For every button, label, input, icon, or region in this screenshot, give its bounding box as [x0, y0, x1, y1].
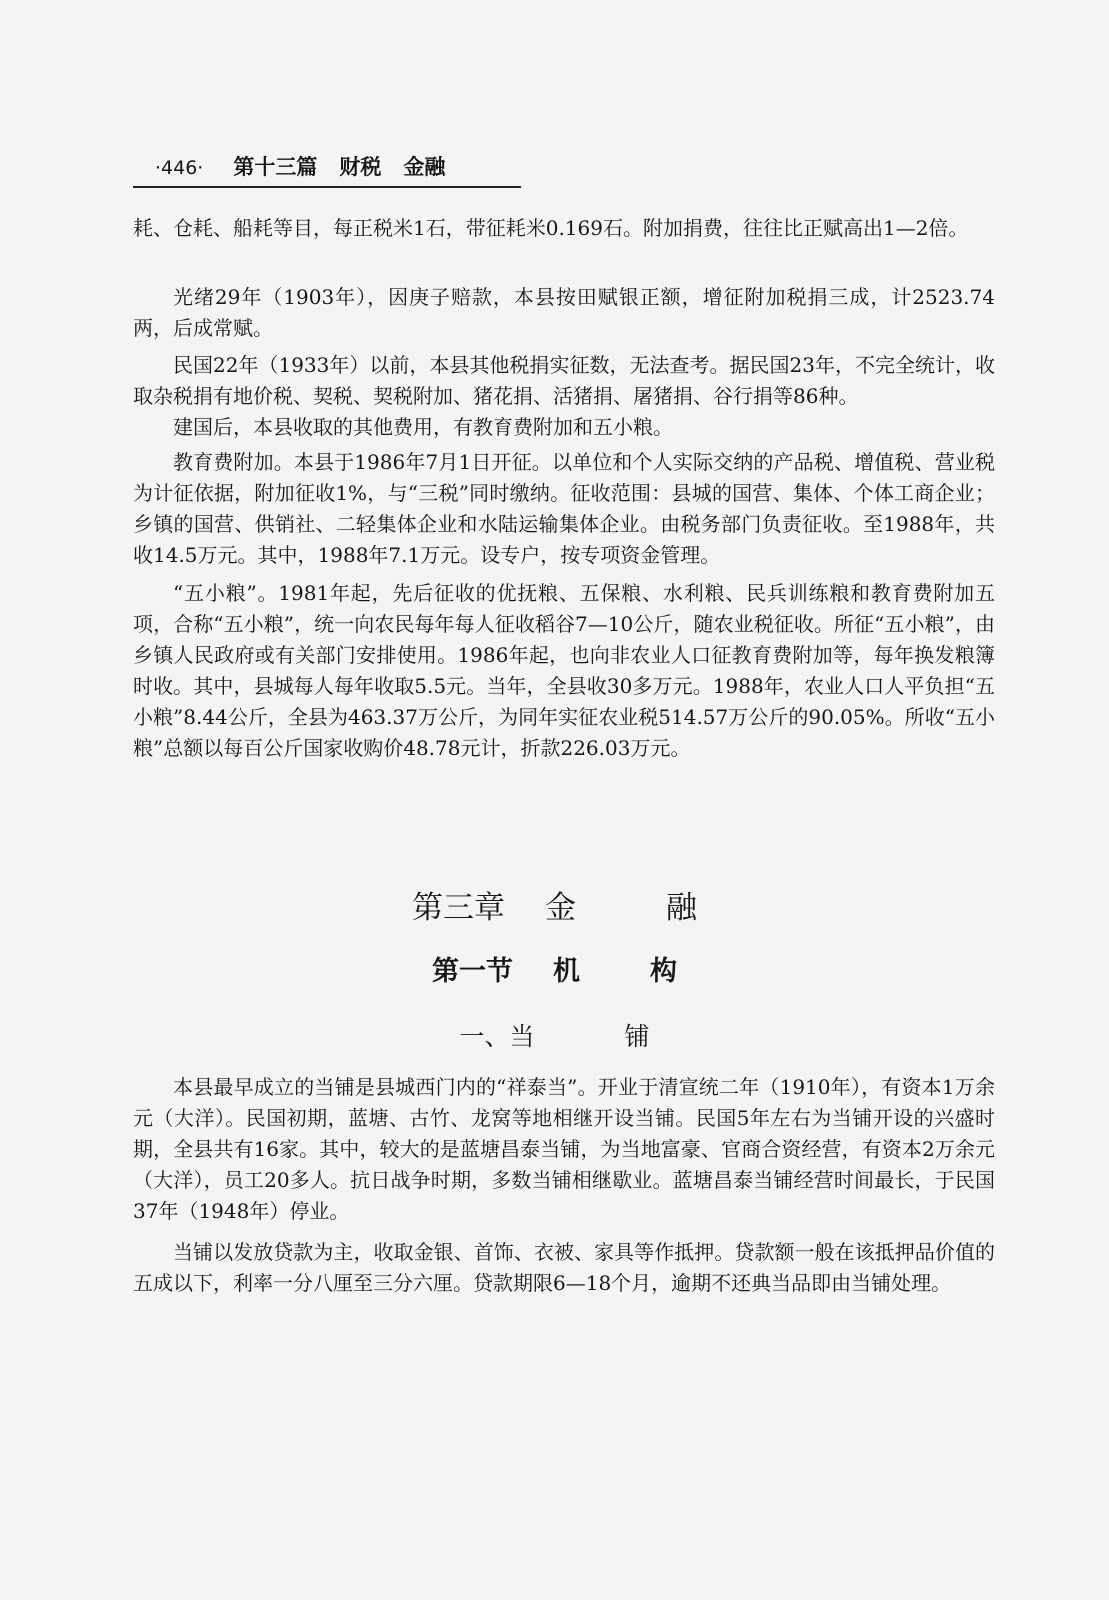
section-char-1: 机 [553, 956, 580, 987]
topic-2: 金融 [403, 155, 446, 179]
page-number: ·446· [155, 157, 204, 179]
paragraph: 民国22年（1933年）以前，本县其他税捐实征数，无法查考。据民国23年，不完全统计，收取杂税捐有地价税、契税、契税附加、猪花捐、活猪捐、屠猪捐、谷行捐等86种。 [133, 353, 995, 408]
chapter-char-2: 融 [666, 890, 697, 926]
subsection-char-2: 铺 [624, 1022, 650, 1051]
paragraph-continued: 耗、仓耗、船耗等目，每正税米1石，带征耗米0.169石。附加捐费，往往比正赋高出1—2倍。 [133, 216, 969, 240]
subsection-title [0, 1018, 1109, 1056]
paragraph: 当铺以发放贷款为主，收取金银、首饰、衣被、家具等作抵押。贷款额一般在该抵押品价值的五成以下，利率一分八厘至三分六厘。贷款期限6—18个月，逾期不还典当品即由当铺处理。 [133, 1240, 995, 1295]
paragraph: 本县最早成立的当铺是县城西门内的“祥泰当”。开业于清宣统二年（1910年），有资本1万余元（大洋）。民国初期，蓝塘、古竹、龙窝等地相继开设当铺。民国5年左右为当铺开设的兴盛时期，全县共有16家。其中，较大的是蓝塘昌泰当铺，为当地富豪、官商合资经营，有资本2万余元（大洋），员工20多人。抗日战争时期，多数当铺相继歇业。蓝塘昌泰当铺经营时间最长，于民国37年（1948年）停业。 [133, 1075, 995, 1223]
paragraph: “五小粮”。1981年起，先后征收的优抚粮、五保粮、水利粮、民兵训练粮和教育费附加五项，合称“五小粮”，统一向农民每年每人征收稻谷7—10公斤，随农业税征收。所征“五小粮”，由乡镇人民政府或有关部门安排使用。1986年起，也向非农业人口征教育费附加等，每年换发粮簿时收。其中，县城每人每年收取5.5元。当年，全县收30多万元。1988年，农业人口人平负担“五小粮”8.44公斤，全县为463.37万公斤，为同年实征农业税514.57万公斤的90.05%。所收“五小粮”总额以每百公斤国家收购价48.78元计，折款226.03万元。 [133, 581, 995, 760]
section-label: 第一节 [432, 956, 513, 987]
chapter-title [0, 886, 1109, 930]
chapter-label: 第三章 [412, 890, 505, 926]
running-header [133, 152, 521, 188]
section-char-2: 构 [650, 956, 677, 987]
section-title [0, 952, 1109, 992]
paragraph: 光绪29年（1903年），因庚子赔款，本县按田赋银正额，增征附加税捐三成，计2523.74两，后成常赋。 [133, 285, 995, 340]
chapter-char-1: 金 [545, 890, 576, 926]
part-title: 第十三篇 [233, 155, 318, 179]
subsection-label: 一、当 [459, 1022, 535, 1051]
paragraph: 建国后，本县收取的其他费用，有教育费附加和五小粮。 [173, 415, 673, 439]
topic-1: 财税 [339, 155, 382, 179]
paragraph: 教育费附加。本县于1986年7月1日开征。以单位和个人实际交纳的产品税、增值税、营业税为计征依据，附加征收1%，与“三税”同时缴纳。征收范围：县城的国营、集体、个体工商企业；乡镇的国营、供销社、二轻集体企业和水陆运输集体企业。由税务部门负责征收。至1988年，共收14.5万元。其中，1988年7.1万元。设专户，按专项资金管理。 [133, 450, 995, 567]
